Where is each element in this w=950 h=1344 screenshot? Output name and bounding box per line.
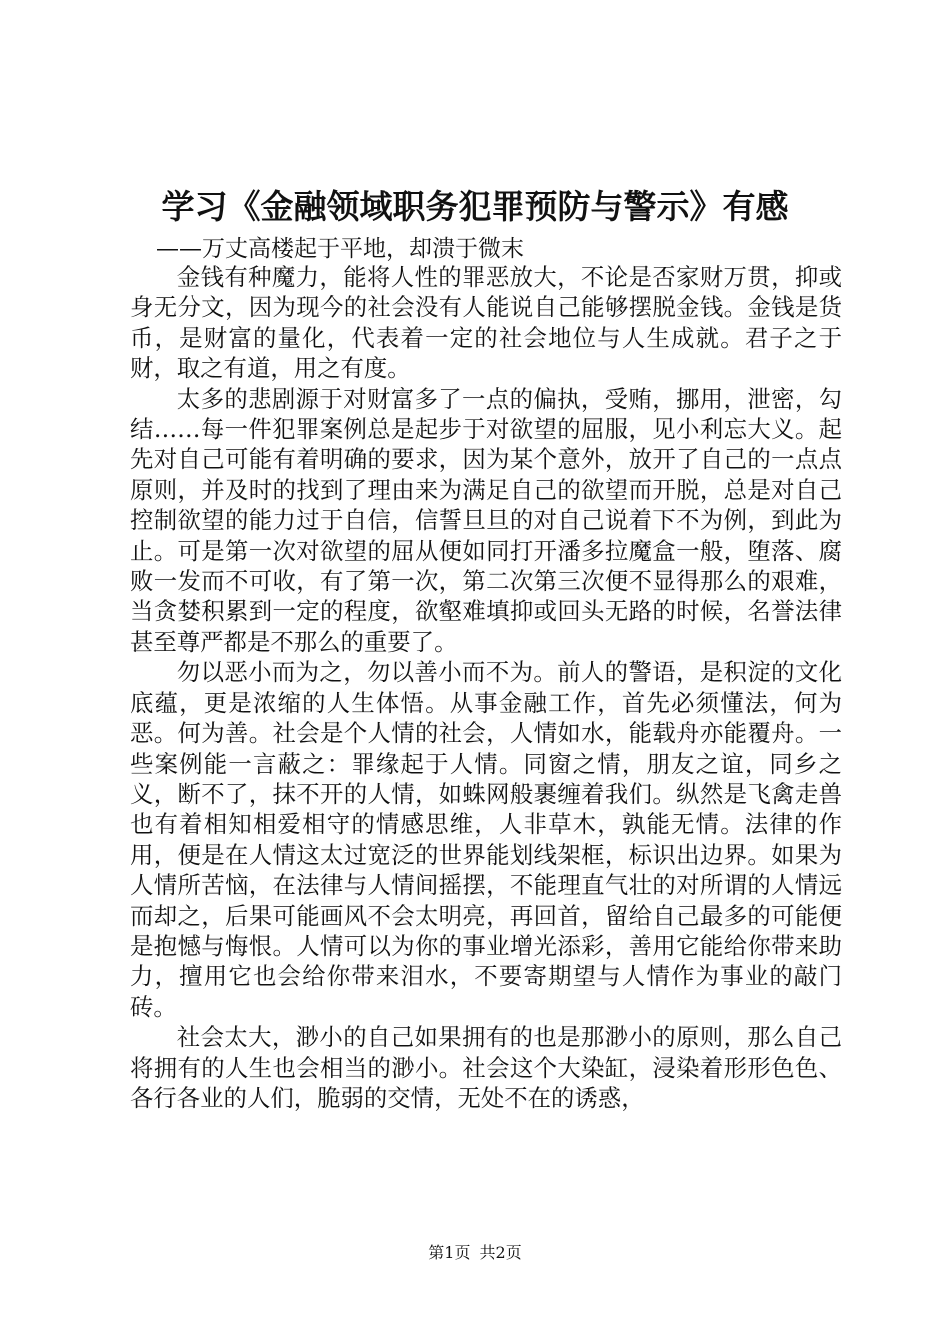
document-body: [130, 262, 842, 1113]
paragraph: 社会太大，渺小的自己如果拥有的也是那渺小的原则，那么自己将拥有的人生也会相当的渺小。社会这个大染缸，浸染着形形色色、各行各业的人们，脆弱的交情，无处不在的诱惑，: [130, 1023, 842, 1112]
document-title: 学习《金融领域职务犯罪预防与警示》有感: [161, 187, 789, 226]
page-total: 共2页: [479, 1243, 522, 1262]
page-footer: [0, 1242, 950, 1264]
paragraph: 金钱有种魔力，能将人性的罪恶放大，不论是否家财万贯，抑或身无分文，因为现今的社会没有人能说自己能够摆脱金钱。金钱是货币，是财富的量化，代表着一定的社会地位与人生成就。君子之于财，取之有道，用之有度。: [130, 263, 842, 383]
paragraph: 太多的悲剧源于对财富多了一点的偏执，受贿，挪用，泄密，勾结……每一件犯罪案例总是起步于对欲望的屈服，见小利忘大义。起先对自己可能有着明确的要求，因为某个意外，放开了自己的一点点原则，并及时的找到了理由来为满足自己的欲望而开脱，总是对自己控制欲望的能力过于自信，信誓旦旦的对自己说着下不为例，到此为止。可是第一次对欲望的屈从便如同打开潘多拉魔盒一般，堕落、腐败一发而不可收，有了第一次，第二次第三次便不显得那么的艰难，当贪婪积累到一定的程度，欲壑难填抑或回头无路的时候，名誉法律甚至尊严都是不那么的重要了。: [130, 384, 842, 656]
paragraph: 勿以恶小而为之，勿以善小而不为。前人的警语，是积淀的文化底蕴，更是浓缩的人生体悟。从事金融工作，首先必须懂法，何为恶。何为善。社会是个人情的社会，人情如水，能载舟亦能覆舟。一些案例能一言蔽之：罪缘起于人情。同窗之情，朋友之谊，同乡之义，断不了，抹不开的人情，如蛛网般裹缠着我们。纵然是飞禽走兽也有着相知相爱相守的情感思维，人非草木，孰能无情。法律的作用，便是在人情这太过宽泛的世界能划线架框，标识出边界。如果为人情所苦恼，在法律与人情间摇摆，不能理直气壮的对所谓的人情远而却之，后果可能画风不会太明亮，再回首，留给自己最多的可能便是抱憾与悔恨。人情可以为你的事业增光添彩，善用它能给你带来助力，擅用它也会给你带来泪水，不要寄期望与人情作为事业的敲门砖。: [130, 658, 842, 1021]
document-subtitle: ——万丈高楼起于平地，却溃于微末: [156, 236, 524, 262]
page-number: 第1页: [428, 1243, 471, 1262]
